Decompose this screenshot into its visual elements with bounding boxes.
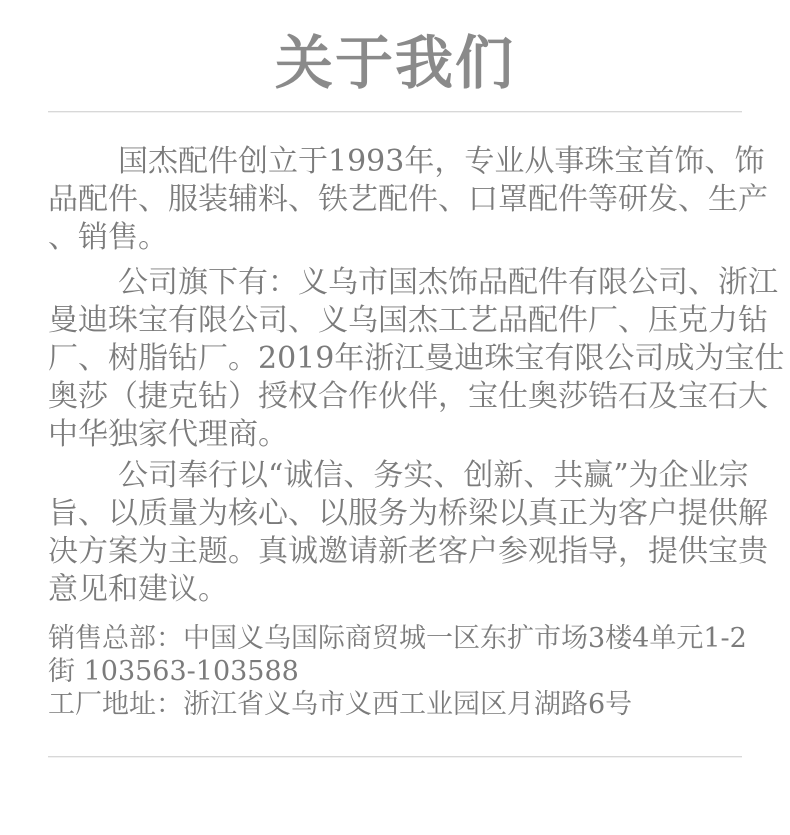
text-line: 、销售。: [48, 220, 168, 255]
text-line: 公司旗下有：义乌市国杰饰品配件有限公司、浙江: [118, 265, 778, 300]
address-block: [48, 622, 747, 721]
text-line: 公司奉行以“诚信、务实、创新、共赢”为企业宗: [118, 458, 749, 493]
text-line: 品配件、服装辅料、铁艺配件、口罩配件等研发、生产: [48, 182, 768, 217]
text-line: 意见和建议。: [48, 572, 228, 607]
paragraph-subsidiaries: [48, 264, 785, 454]
text-line: 国杰配件创立于1993年，专业从事珠宝首饰、饰: [118, 144, 765, 179]
about-content: [48, 143, 785, 721]
title-divider: [48, 111, 742, 113]
bottom-divider: [48, 756, 742, 758]
text-line: 旨、以质量为核心、以服务为桥梁以真正为客户提供解: [48, 496, 768, 531]
page-title: 关于我们: [274, 29, 515, 97]
sales-hq-address-line: 街 103563-103588: [48, 656, 299, 687]
text-line: 中华独家代理商。: [48, 417, 288, 452]
text-line: 决方案为主题。真诚邀请新老客户参观指导，提供宝贵: [48, 534, 768, 569]
about-us-page: [0, 30, 790, 835]
paragraph-company-values: [48, 457, 768, 609]
factory-address-line: 工厂地址：浙江省义乌市义西工业园区月湖路6号: [48, 689, 633, 720]
text-line: 奥莎（捷克钻）授权合作伙伴，宝仕奥莎锆石及宝石大: [48, 379, 768, 414]
text-line: 曼迪珠宝有限公司、义乌国杰工艺品配件厂、压克力钻: [48, 303, 768, 338]
text-line: 厂、树脂钻厂。2019年浙江曼迪珠宝有限公司成为宝仕: [48, 341, 785, 376]
sales-hq-address-line: 销售总部：中国义乌国际商贸城一区东扩市场3楼4单元1-2: [48, 623, 747, 654]
paragraph-company-founding: [48, 143, 768, 257]
